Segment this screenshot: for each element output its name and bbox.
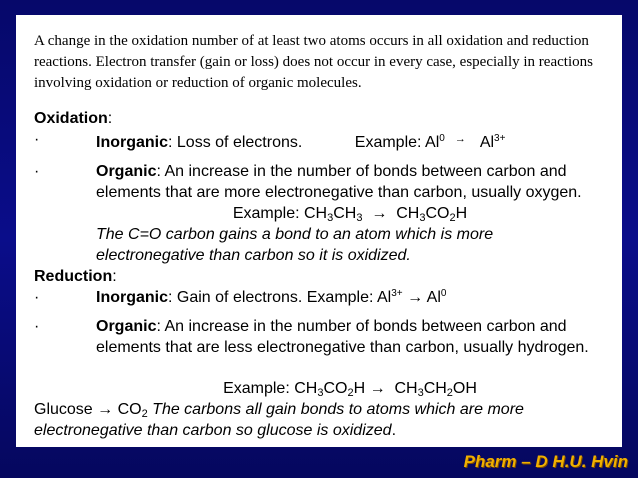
oxidation-inorganic-example: Example: Al$^0$ → $Al^{3+}$ [354,133,506,151]
reduction-inorganic: · Inorganic: Gain of electrons. Example: $Al^{3+} \to Al^0$ [34,288,447,306]
bullet: · [34,318,40,335]
bullet: · [34,163,40,180]
oxidation-organic-note: The C=O carbon gains a bond to an atom which is more electronegative than carbon so it is oxidized. [96,226,494,264]
intro-paragraph: A change in the oxidation number of at least two atoms occurs in all oxidation and reduction reactions. Electron transfer (gain or loss) does not occur in every case, especially in reactions involving oxidation or reduction of organic molecules. [34,33,593,91]
footer-credit: Pharm – D H.U. Hvin [463,452,628,471]
reduction-organic: · Organic: An increase in the number of bonds between carbon and elements that are less electronegative than carbon, usually hydrogen. [34,318,589,356]
reduction-heading: Reduction: [34,268,117,285]
slide [16,15,622,447]
reduction-organic-example: Example: $CH_3CO_2H \to CH_3CH_2OH$ [223,380,477,399]
oxidation-section [34,108,604,441]
bullet: · [34,131,40,148]
oxidation-organic: · Organic: An increase in the number of bonds between carbon and elements that are more electronegative than carbon, usually oxygen. [34,163,582,201]
oxidation-inorganic: · Inorganic: Loss of electrons. Example: Al$^0$ → $Al^{3+}$ [34,131,506,151]
oxidation-heading: Oxidation: [34,110,113,127]
glucose-line: $Glucose \to CO_2$ The carbons all gain bonds to atoms which are more electronegative than carbon so glucose is oxidized. [34,401,524,439]
oxidation-organic-example: Example: $CH_3CH_3 \to CH_3CO_2H$ [232,205,468,224]
bullet: · [34,289,40,306]
